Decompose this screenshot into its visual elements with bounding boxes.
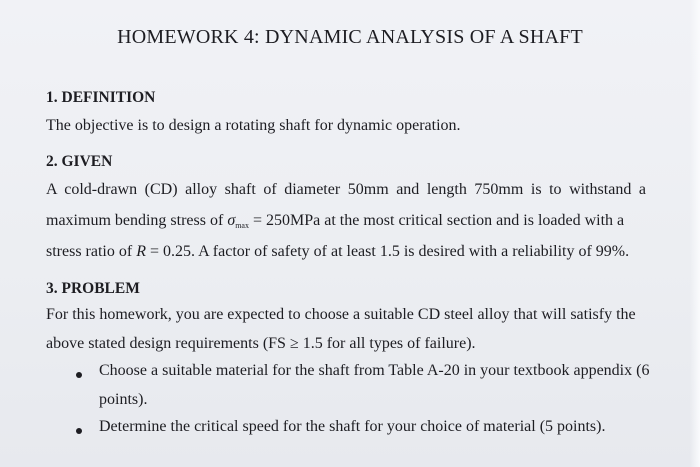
bullet-2-line-1: Determine the critical speed for the shaft for your choice of material (5 points).	[99, 418, 606, 435]
problem-line-2: above stated design requirements (FS ≥ 1.5 for all types of failure).	[46, 335, 476, 352]
given-line-2-start: maximum bending stress of	[46, 212, 224, 229]
sigma-symbol: σ	[227, 212, 236, 229]
given-line-3-start: stress ratio of	[46, 243, 133, 260]
bullet-1-line-1: Choose a suitable material for the shaft from Table A-20 in your textbook appendix (6	[99, 362, 650, 379]
given-line-1: A cold-drawn (CD) alloy shaft of diameter 50mm and length 750mm is to withstand a	[46, 181, 646, 198]
given-line-2	[46, 212, 624, 230]
problem-line-1: For this homework, you are expected to choose a suitable CD steel alloy that will satisfy the	[46, 306, 636, 323]
given-line-3	[46, 243, 629, 261]
given-line-2-end: = 250MPa at the most critical section and is loaded with a	[252, 212, 625, 229]
document-title: HOMEWORK 4: DYNAMIC ANALYSIS OF A SHAFT	[117, 26, 583, 48]
given-line-3-end: = 0.25. A factor of safety of at least 1.5 is desired with a reliability of 99%.	[149, 243, 630, 260]
sigma-subscript: max	[235, 221, 249, 230]
ratio-symbol: R	[136, 243, 146, 260]
bullet-1-line-2: points).	[99, 391, 148, 408]
section-heading-definition: 1. DEFINITION	[46, 89, 156, 106]
section-heading-problem: 3. PROBLEM	[46, 280, 140, 297]
section-heading-given: 2. GIVEN	[46, 153, 113, 170]
bullet-dot	[76, 372, 82, 378]
definition-paragraph: The objective is to design a rotating shaft for dynamic operation.	[46, 117, 461, 134]
page-edge	[690, 0, 700, 467]
bullet-dot	[76, 428, 82, 434]
